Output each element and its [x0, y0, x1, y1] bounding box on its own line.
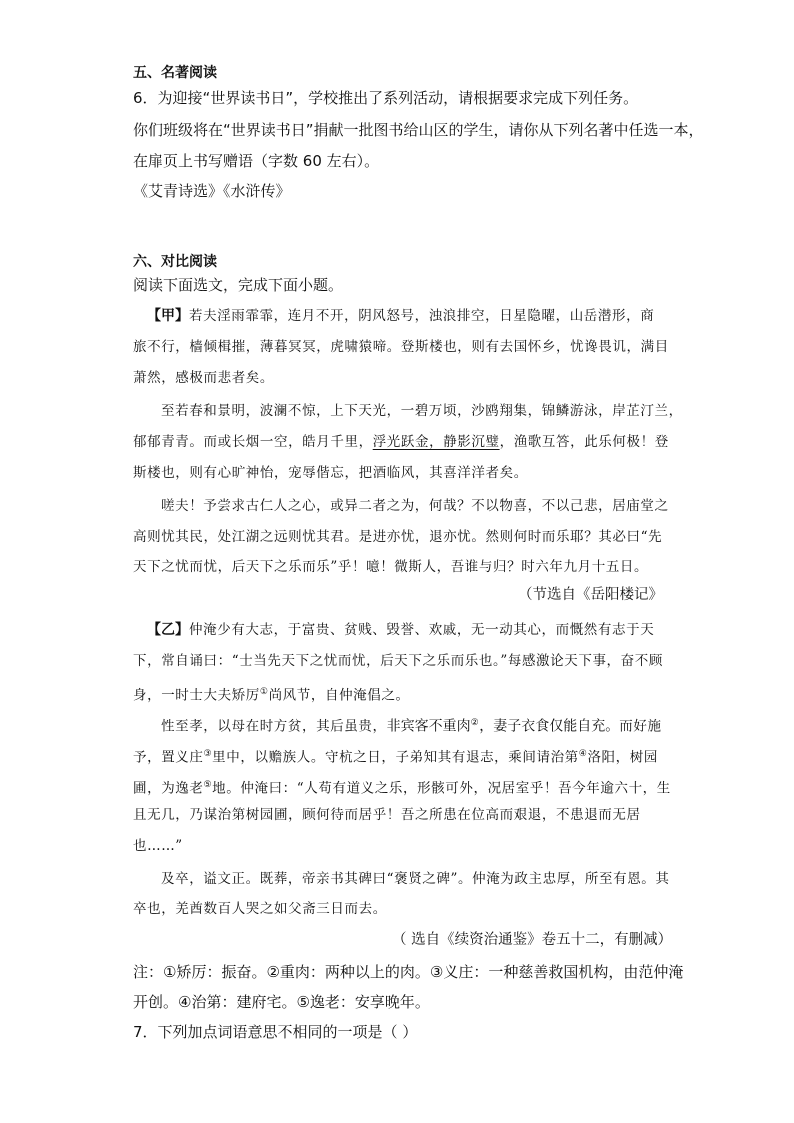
note-marker-1: ① — [259, 687, 269, 697]
section5-heading: 五、名著阅读 — [133, 65, 217, 81]
passage-yi-p1-line3: 身，一时士大夫矫厉①尚风节，自仲淹倡之。 — [133, 687, 410, 704]
passage-jia-p1-line3: 萧然，感极而悲者矣。 — [133, 370, 274, 386]
notes-line2: 开创。④治第：建府宅。⑤逸老：安享晚年。 — [133, 993, 430, 1011]
passage-yi-tag: 【乙】 — [147, 622, 189, 638]
note-marker-4: ④ — [578, 749, 588, 759]
passage-jia-p1-line2: 旅不行，樯倾楫摧，薄暮冥冥，虎啸猿啼。登斯楼也，则有去国怀乡，忧谗畏讥，满目 — [133, 339, 669, 355]
passage-yi-p2-line3: 圃，为逸老⑤地。仲淹曰：“人苟有道义之乐，形骸可外，况居室乎！吾今年逾六十，生 — [133, 780, 671, 797]
reading-intro: 阅读下面选文，完成下面小题。 — [133, 276, 344, 294]
question-6-line2: 你们班级将在“世界读书日”捐献一批图书给山区的学生，请你从下列名著中任选一本， — [133, 121, 704, 139]
book-options: 《艾青诗选》《水浒传》 — [133, 182, 291, 200]
passage-yi-p3-line1: 及卒，谥文正。既葬，帝亲书其碑曰“褒贤之碑”。仲淹为政主忠厚，所至有恩。其 — [161, 871, 670, 887]
note-marker-3: ③ — [203, 749, 213, 759]
passage-yi-p2-line4: 且无几，乃谋治第树园圃，顾何待而居乎！吾之所患在位高而艰退，不患退而无居 — [133, 807, 641, 823]
passage-jia-p3-line3: 天下之忧而忧，后天下之乐而乐”乎！噫！微斯人，吾谁与归？时六年九月十五日。 — [133, 559, 649, 575]
passage-yi-p3-line2: 卒也，羌酋数百人哭之如父斋三日而去。 — [133, 901, 387, 917]
passage-jia-p2-line1: 至若春和景明，波澜不惊，上下天光，一碧万顷，沙鸥翔集，锦鳞游泳，岸芷汀兰， — [161, 403, 683, 419]
passage-yi-p1-line1: 【乙】仲淹少有大志，于富贵、贫贱、毁誉、欢戚，无一动其心，而慨然有志于天 — [147, 622, 655, 638]
passage-jia-p2-line2: 郁郁青青。而或长烟一空，皓月千里，浮光跃金，静影沉璧，渔歌互答，此乐何极！登 — [133, 434, 669, 450]
note-marker-2: ② — [470, 718, 480, 728]
passage-yi-p2-line2: 予，置义庄③里中，以赡族人。守杭之日，子弟知其有退志，乘间请治第④洛阳，树园 — [133, 749, 658, 766]
passage-yi-p2-line5: 也……” — [133, 838, 183, 854]
passage-jia-p3-line2: 高则忧其民，处江湖之远则忧其君。是进亦忧，退亦忧。然则何时而乐耶？其必曰“先 — [133, 529, 663, 545]
passage-jia-tag: 【甲】 — [147, 308, 189, 324]
passage-jia-p1-line1: 【甲】若夫淫雨霏霏，连月不开，阴风怒号，浊浪排空，日星隐曜，山岳潜形，商 — [147, 308, 655, 324]
passage-yi-p1-line2: 下，常自诵曰：“士当先天下之忧而忧，后天下之乐而乐也。”每感激论天下事，奋不顾 — [133, 653, 663, 669]
passage-jia-p3-line1: 嗟夫！予尝求古仁人之心，或异二者之为，何哉？不以物喜，不以己悲，居庙堂之 — [161, 498, 669, 514]
section6-heading: 六、对比阅读 — [133, 254, 217, 270]
passage-jia-source: （节选自《岳阳楼记》 — [518, 587, 663, 603]
note-marker-5: ⑤ — [203, 780, 213, 790]
underlined-phrase: 浮光跃金，静影沉璧 — [372, 434, 500, 450]
passage-yi-source: （ 选自《续资治通鉴》卷五十二，有删减） — [392, 932, 673, 948]
notes-line1: 注：①矫厉：振奋。②重肉：两种以上的肉。③义庄：一种慈善救国机构，由范仲淹 — [133, 963, 684, 981]
question-7: 7．下列加点词语意思不相同的一项是（ ） — [133, 1023, 418, 1041]
question-6-line3: 在扉页上书写赠语（字数 60 左右）。 — [133, 152, 380, 170]
question-6-line1: 6．为迎接“世界读书日”，学校推出了系列活动，请根据要求完成下列任务。 — [133, 89, 639, 107]
passage-jia-p2-line3: 斯楼也，则有心旷神怡，宠辱偕忘，把酒临风，其喜洋洋者矣。 — [133, 465, 528, 481]
passage-yi-p2-line1: 性至孝，以母在时方贫，其后虽贵，非宾客不重肉②，妻子衣食仅能自充。而好施 — [161, 718, 662, 735]
